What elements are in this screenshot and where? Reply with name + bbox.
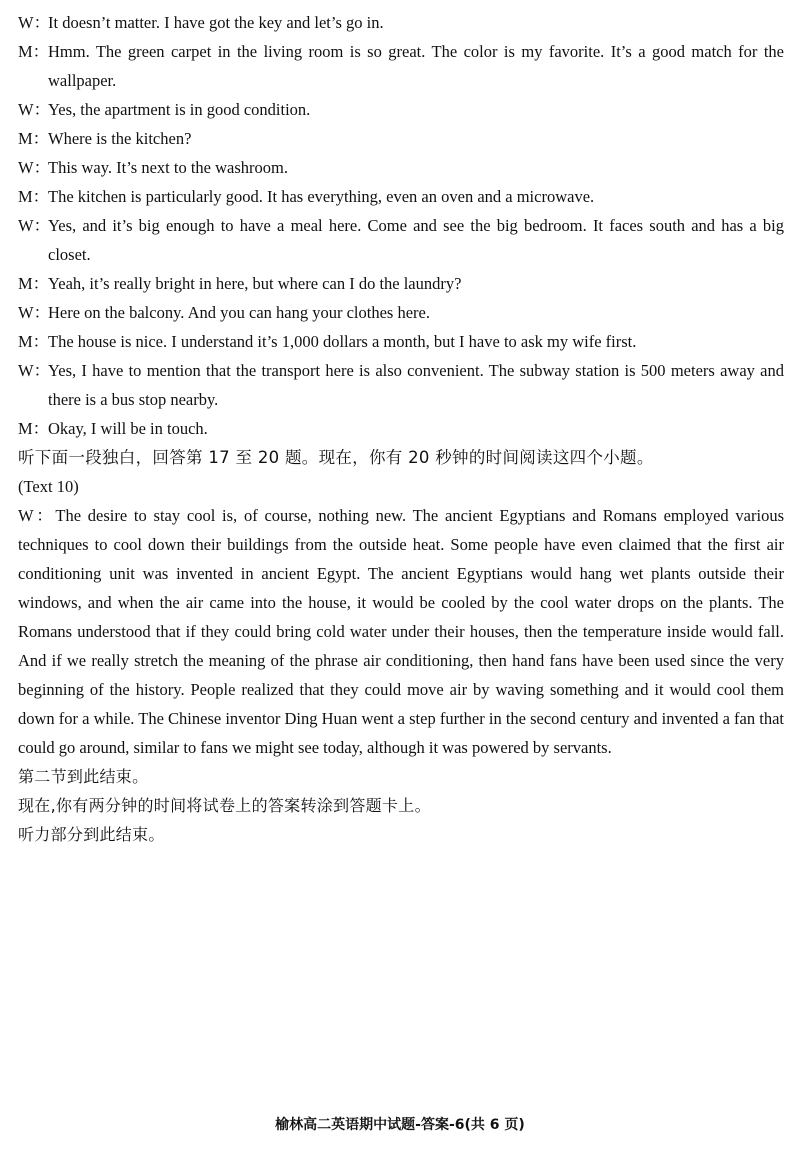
dialogue-text: Yeah, it’s really bright in here, but where can I do the laundry? [48,274,462,293]
speaker-label: M： [18,274,50,293]
speaker-label: M： [18,332,50,351]
dialogue-line [18,8,784,37]
closing-line-listening-end: 听力部分到此结束。 [18,825,165,844]
dialogue-line [18,182,784,211]
dialogue-text: Here on the balcony. And you can hang your clothes here. [48,303,430,322]
dialogue-text: The house is nice. I understand it’s 1,000 dollars a month, but I have to ask my wife first. [48,332,637,351]
dialogue-line [18,414,784,443]
dialogue-text: Where is the kitchen? [48,129,192,148]
speaker-label: M： [18,129,50,148]
speaker-label: M： [18,42,50,61]
dialogue-text: This way. It’s next to the washroom. [48,158,288,177]
speaker-label: W： [18,361,51,380]
speaker-label: M： [18,187,50,206]
monologue-text: The desire to stay cool is, of course, nothing new. The ancient Egyptians and Romans employed various techniques to cool down their buildings from the outside heat. Some people have even claimed that the first air conditioning unit was invented in ancient Egypt. The ancient Egyptians would hang wet plants outside their windows, and when the air came into the house, it would be cooled by the cool water drops on the plants. The Romans understood that if they could bring cold water under their houses, then the temperature inside would fall. And if we really stretch the meaning of the phrase air conditioning, then hand fans have been used since the very beginning of the history. People realized that they could move air by waving something and it would cool them down for a while. The Chinese inventor Ding Huan went a step further in the second century and invented a fan that could go around, similar to fans we might see today, although it was powered by servants. [18,506,784,757]
text-label: (Text 10) [18,477,79,496]
dialogue-line [18,298,784,327]
dialogue-line [18,153,784,182]
dialogue-section [18,8,784,443]
closing-line-transfer-answers: 现在,你有两分钟的时间将试卷上的答案转涂到答题卡上。 [18,796,431,815]
speaker-label: W： [18,303,51,322]
dialogue-line [18,124,784,153]
dialogue-text: Yes, the apartment is in good condition. [48,100,311,119]
section-instruction: 听下面一段独白，回答第 17 至 20 题。现在，你有 20 秒钟的时间阅读这四个小题。 [18,448,654,467]
dialogue-line [18,269,784,298]
dialogue-line [18,95,784,124]
speaker-label: W： [18,506,56,525]
speaker-label: W： [18,100,51,119]
dialogue-line [18,356,784,414]
page-footer: 榆林高二英语期中试题-答案-6(共 6 页) [275,1117,525,1133]
dialogue-text: It doesn’t matter. I have got the key and let’s go in. [48,13,384,32]
speaker-label: W： [18,158,51,177]
dialogue-text: Yes, and it’s big enough to have a meal here. Come and see the big bedroom. It faces south and has a big closet. [48,216,784,264]
dialogue-line [18,211,784,269]
speaker-label: W： [18,13,51,32]
dialogue-line [18,327,784,356]
dialogue-text: Okay, I will be in touch. [48,419,208,438]
dialogue-text: The kitchen is particularly good. It has everything, even an oven and a microwave. [48,187,595,206]
speaker-label: W： [18,216,51,235]
document-page [18,8,784,849]
dialogue-text: Yes, I have to mention that the transport here is also convenient. The subway station is 500 meters away and there is a bus stop nearby. [48,361,784,409]
monologue-paragraph [18,501,784,762]
dialogue-text: Hmm. The green carpet in the living room is so great. The color is my favorite. It’s a good match for the wallpaper. [48,42,784,90]
speaker-label: M： [18,419,50,438]
dialogue-line [18,37,784,95]
closing-line-section-end: 第二节到此结束。 [18,767,149,786]
